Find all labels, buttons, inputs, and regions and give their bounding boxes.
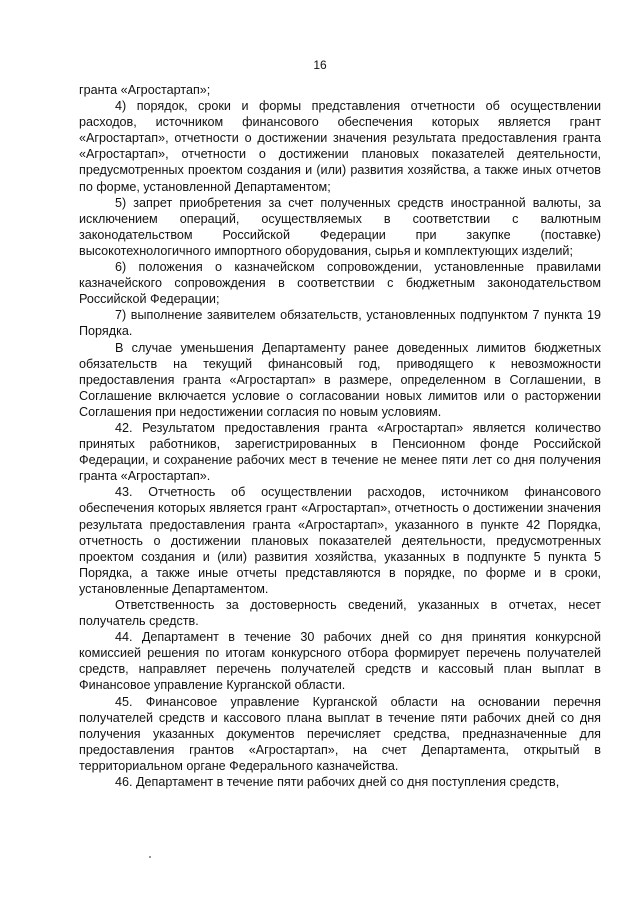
paragraph: 42. Результатом предоставления гранта «Агростартап» является количество принятых работников, зарегистрированных в Пенсионном фонде Российской Федерации, и сохранение рабочих мест в течение не менее пяти лет со дня получения гранта «Агростартап». — [79, 420, 601, 484]
paragraph: гранта «Агростартап»; — [79, 83, 211, 97]
paragraph: 45. Финансовое управление Курганской области на основании перечня получателей средств и кассового плана выплат в течение пяти рабочих дней со дня получения указанных документов перечисляет средства, предназначенные для предоставления грантов «Агростартап», на счет Департамента, открытый в территориальном органе Федерального казначейства. — [79, 694, 601, 773]
paragraph: 5) запрет приобретения за счет полученных средств иностранной валюты, за исключением операций, осуществляемых в соответствии с валютным законодательством Российской Федерации при закупке (поставке) высокотехнологичного импортного оборудования, сырья и комплектующих изделий; — [79, 195, 601, 258]
paragraph: 46. Департамент в течение пяти рабочих дней со дня поступления средств, — [115, 775, 560, 790]
paragraph: Ответственность за достоверность сведений, указанных в отчетах, несет получатель средств. — [79, 598, 601, 629]
paragraph: 44. Департамент в течение 30 рабочих дней со дня принятия конкурсной комиссией решения по итогам конкурсного отбора формирует перечень получателей средств, направляет перечень получателей средств и кассовый план выплат в Финансовое управление Курганской области. — [79, 630, 601, 693]
paragraph: 4) порядок, сроки и формы представления отчетности об осуществлении расходов, источником финансового обеспечения которых является грант «Агростартап», отчетности о достижении значения результата предоставления гранта «Агростартап», отчетности о достижении плановых показателей деятельности, предусмотренных проектом создания и (или) развития хозяйства, а также иных отчетов по форме, установленной Департаментом; — [79, 99, 601, 194]
page-number: 16 — [313, 58, 327, 72]
paragraph: В случае уменьшения Департаменту ранее доведенных лимитов бюджетных обязательств на текущий финансовый год, приводящего к невозможности предоставления гранта «Агростартап» в размере, определенном в Соглашении, в Соглашение включается условие о согласовании новых лимитов или о расторжении Соглашения при недостижении согласия по новым условиям. — [79, 340, 601, 419]
paragraph: 7) выполнение заявителем обязательств, установленных подпунктом 7 пункта 19 Порядка. — [79, 308, 601, 339]
scan-speck — [149, 856, 151, 858]
paragraph: 43. Отчетность об осуществлении расходов, источником финансового обеспечения которых является грант «Агростартап», отчетность о достижении значения результата предоставления гранта «Агростартап», указанного в пункте 42 Порядка, отчетность о достижении плановых показателей деятельности, предусмотренных проектом создания и (или) развития хозяйства, указанных в подпункте 5 пункта 5 Порядка, а также иные отчеты представляются в порядке, по форме и в сроки, установленные Департаментом. — [79, 485, 601, 596]
paragraph: 6) положения о казначейском сопровождении, установленные правилами казначейского сопровождения в соответствии с бюджетным законодательством Российской Федерации; — [79, 260, 601, 307]
document-body — [79, 82, 601, 790]
